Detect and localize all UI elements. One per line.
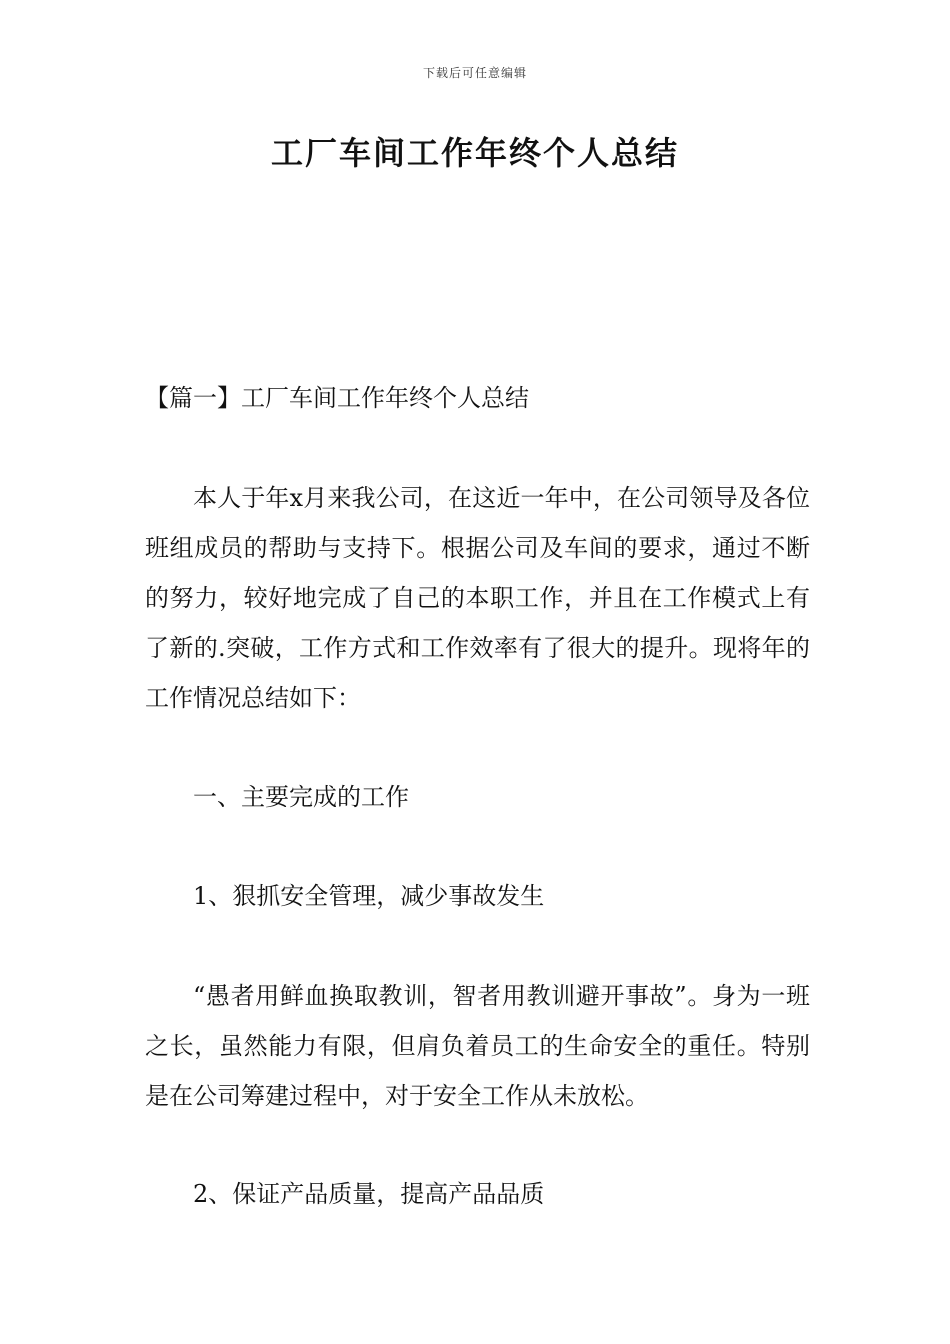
intro-paragraph: 本人于年x月来我公司，在这近一年中，在公司领导及各位班组成员的帮助与支持下。根据公司及车间的要求，通过不断的努力，较好地完成了自己的本职工作，并且在工作模式上有了新的.突破，工作方式和工作效率有了很大的提升。现将年的工作情况总结如下： (145, 484, 810, 712)
header-note: 下载后可任意编辑 (422, 66, 527, 80)
document-title: 工厂车间工作年终个人总结 (270, 134, 679, 172)
item1-paragraph: “愚者用鲜血换取教训，智者用教训避开事故”。身为一班之长，虽然能力有限，但肩负着员工的生命安全的重任。特别是在公司筹建过程中，对于安全工作从未放松。 (145, 982, 810, 1110)
item2-heading: 2、保证产品质量，提高产品品质 (193, 1180, 545, 1208)
item1-heading: 1、狠抓安全管理，减少事故发生 (193, 882, 545, 910)
section-heading: 【篇一】工厂车间工作年终个人总结 (145, 384, 529, 412)
part1-heading: 一、主要完成的工作 (193, 783, 409, 811)
